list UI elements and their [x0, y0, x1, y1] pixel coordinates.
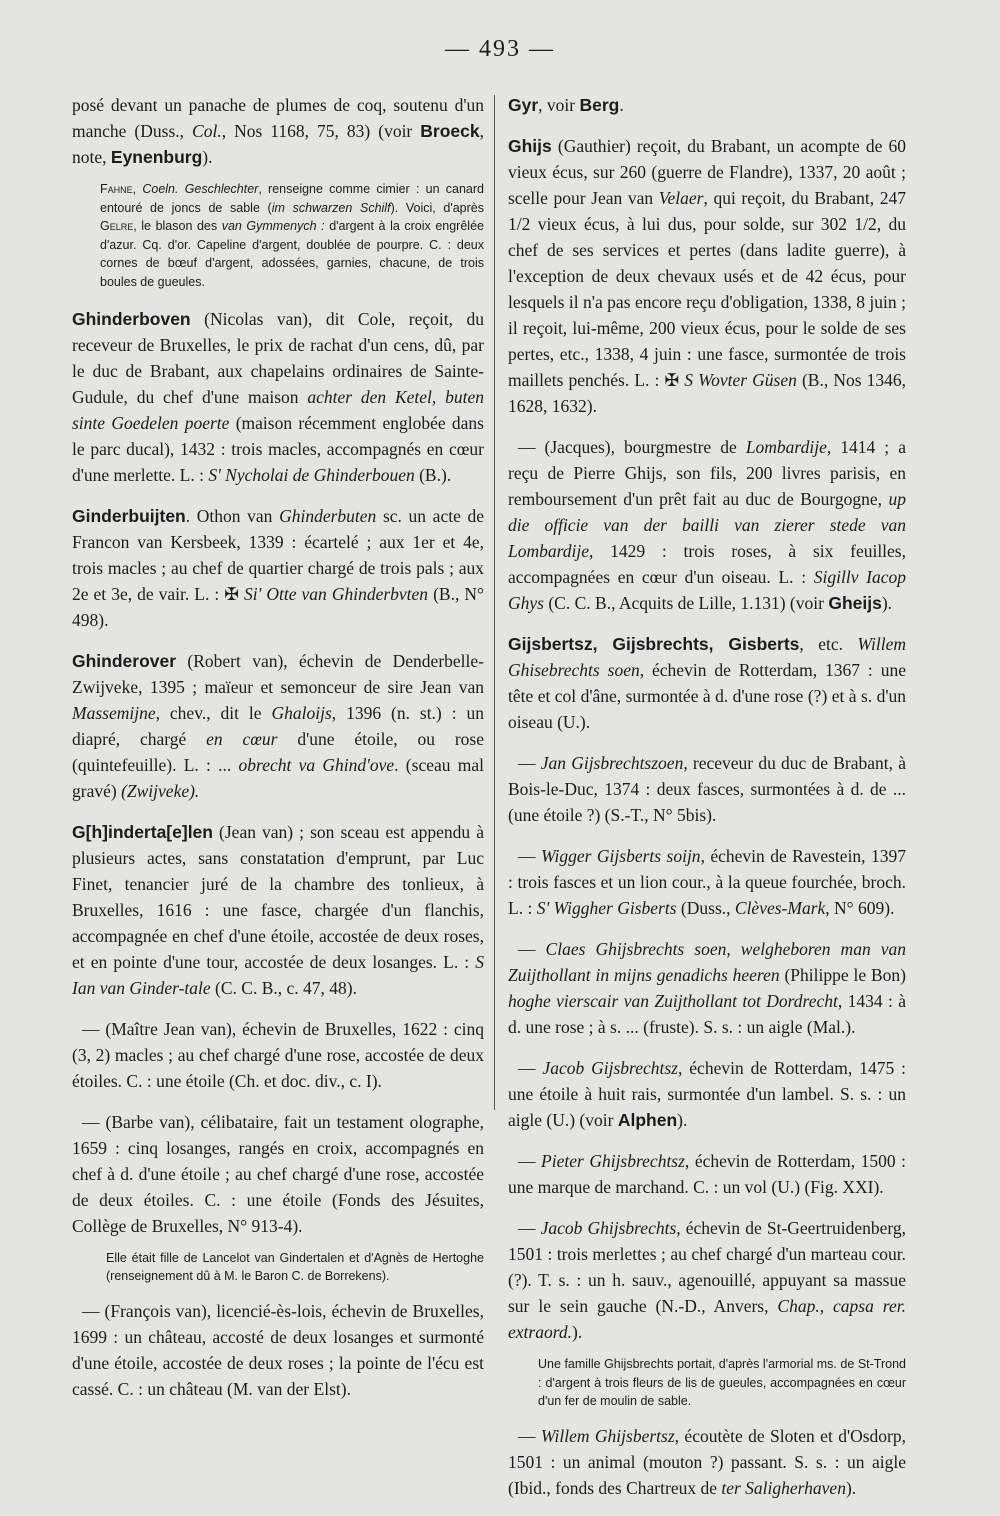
cross-reference: Broeck [420, 121, 480, 141]
entry-gyr: Gyr, voir Berg. [508, 95, 624, 115]
entry-jacob-1501: — Jacob Ghijsbrechts, échevin de St-Geertruidenberg, 1501 : trois merlettes ; au chef chargé d'un marteau cour. (?). T. s. : un h. sauv., agenouillé, appuyant sa massue sur le sein gauche (N.-D., Anvers, Chap., capsa rer. extraord.). [508, 1218, 906, 1342]
entry-heading: Ghijs [508, 136, 552, 156]
footnote: Une famille Ghijsbrechts portait, d'après l'armorial ms. de St-Trond : d'argent à trois fleurs de lis de gueules, accompagnées en cœur d'un fer de moulin de sable. [538, 1357, 906, 1409]
page-number: — 493 — [445, 36, 555, 62]
entry-heading: Ghinderboven [72, 308, 191, 329]
entry-jacob-1475: — Jacob Gijsbrechtsz, échevin de Rotterdam, 1475 : une étoile à huit rais, surmontée d'un lambel. S. s. : un aigle (U.) (voir Alphen). [508, 1058, 906, 1130]
entry-heading: Ginderbuijten [72, 505, 186, 526]
entry-claes: — Claes Ghijsbrechts soen, welgheboren man van Zuijthollant in mijns genadichs heeren (Philippe le Bon) hoghe vierscair van Zuijthollant tot Dordrecht, 1434 : à d. une rose ; à s. ... (fruste). S. s. : un aigle (Mal.). [508, 939, 906, 1037]
entry-maitre-jean: — (Maître Jean van), échevin de Bruxelles, 1622 : cinq (3, 2) macles ; au chef chargé d'une rose, accostée de deux étoiles. C. : une étoile (Ch. et doc. div., c. I). [72, 1018, 484, 1091]
entry-jacques: — (Jacques), bourgmestre de Lombardije, 1414 ; a reçu de Pierre Ghijs, son fils, 200 livres parisis, en remboursement d'un prêt fait au duc de Bourgogne, up die officie van der bailli van zierer stede van Lombardije, 1429 : trois roses, à six feuilles, accompagnées en cœur d'un oiseau. L. : Sigillv Iacop Ghys (C. C. B., Acquits de Lille, 1.131) (voir Gheijs). [508, 437, 906, 613]
column-divider [494, 95, 495, 1110]
entry-ghijs: Ghijs (Gauthier) reçoit, du Brabant, un acompte de 60 vieux écus, sur 260 (guerre de Flandre), 1337, 20 août ; scelle pour Jean van Velaer, qui reçoit, du Brabant, 247 1/2 vieux écus, à lui dus, pour solde, sur 302 1/2, du chef de ses services et pertes (dans ladite guerre), à l'exception de deux chevaux usés et de 42 écus, pour lesquels il n'a pas encore reçu d'obligation, 1338, 8 juin ; il reçoit, lui-même, 200 vieux écus, pour le solde de ses pertes, etc., 1338, 4 juin : une fasce, surmontée de trois maillets penchés. L. : ✠ S Wovter Güsen (B., Nos 1346, 1628, 1632). [508, 136, 906, 416]
entry-heading: Gyr [508, 95, 539, 115]
cross-reference: Eynenburg [110, 147, 203, 167]
entry-heading: G[h]inderta[e]len [72, 821, 213, 842]
entry-jan: — Jan Gijsbrechtszoen, receveur du duc de Brabant, à Bois-le-Duc, 1374 : deux fasces, surmontées à d. de ... (une étoile ?) (S.-T., N° 5bis). [508, 753, 907, 825]
right-column [508, 92, 906, 1516]
entry-pieter: — Pieter Ghijsbrechtsz, échevin de Rotterdam, 1500 : une marque de marchand. C. : un vol (U.) (Fig. XXI). [508, 1151, 906, 1197]
entry-wigger: — Wigger Gijsberts soijn, échevin de Ravestein, 1397 : trois fasces et un lion cour., à la queue fourchée, broch. L. : S' Wiggher Gisberts (Duss., Clèves-Mark, N° 609). [508, 846, 906, 918]
entry-francois: — (François van), licencié-ès-lois, échevin de Bruxelles, 1699 : un château, accosté de deux losanges et surmonté d'une étoile, accostée de deux roses ; la pointe de l'écu est cassé. C. : un château (M. van der Elst). [72, 1300, 484, 1399]
entry-barbe: — (Barbe van), célibataire, fait un testament olographe, 1659 : cinq losanges, rangés en croix, accompagnés en chef à d. d'une étoile ; au chef chargé d'une rose, accostée de deux étoiles. C. : une étoile (Fonds des Jésuites, Collège de Bruxelles, N° 913-4). [72, 1111, 484, 1236]
cross-reference: Alphen [617, 1110, 678, 1130]
entry-ghinderover: Ghinderover (Robert van), échevin de Denderbelle-Zwijveke, 1395 ; maïeur et semonceur de sire Jean van Massemijne, chev., dit le Ghaloijs, 1396 (n. st.) : un diapré, chargé en cœur d'une étoile, ou rose (quintefeuille). L. : ... obrecht va Ghind'ove. (sceau mal gravé) (Zwijveke). [72, 650, 484, 801]
footnote: Fahne, Coeln. Geschlechter, renseigne comme cimier : un canard entouré de joncs de sable (im schwarzen Schilf). Voici, d'après Gelre, le blason des van Gymmenych : d'argent à la croix engrêlée d'azur. Cq. d'or. Capeline d'argent, doublée de pourpre. C. : deux cornes de bœuf d'argent, adossées, garnies, chacune, de trois boules de gueules. [100, 182, 484, 289]
entry-ghindertaelen: G[h]inderta[e]len (Jean van) ; son sceau est appendu à plusieurs actes, sans constatation d'emprunt, par Luc Finet, tenancier juré de la chambre des tonlieux, à Bruxelles, 1616 : une fasce, chargée d'un flanchis, accompagnée en chef d'une étoile, accostée de deux roses, et en pointe d'une tour, accostée de deux losanges. L. : S Ian van Ginder-tale (C. C. B., c. 47, 48). [72, 821, 484, 998]
entry-heading: Gijsbertsz, Gijsbrechts, Gisberts [508, 634, 800, 654]
entry-continuation: posé devant un panache de plumes de coq, soutenu d'un manche (Duss., Col., Nos 1168, 75, 83) (voir Broeck, note, Eynenburg). [72, 95, 484, 167]
entry-ghinderboven: Ghinderboven (Nicolas van), dit Cole, reçoit, du receveur de Bruxelles, le prix de rachat d'un cens, dû, par le duc de Brabant, aux chapelains ordinaires de Sainte-Gudule, du chef d'une maison achter den Ketel, buten sinte Goedelen poerte (maison récemment englobée dans le parc ducal), 1432 : trois macles, accompagnés en cœur d'une merlette. L. : S' Nycholai de Ghinderbouen (B.). [72, 308, 484, 485]
entry-gijsbertsz: Gijsbertsz, Gijsbrechts, Gisberts, etc. Willem Ghisebrechts soen, échevin de Rotterdam, 1367 : une tête et col d'âne, surmontée à d. d'une rose (?) et à s. d'un oiseau (U.). [508, 634, 906, 732]
entry-willem: — Willem Ghijsbertsz, écoutète de Sloten et d'Osdorp, 1501 : un animal (mouton ?) passant. S. s. : un aigle (Ibid., fonds des Chartreux de ter Saligherhaven). [508, 1425, 907, 1498]
footnote: Elle était fille de Lancelot van Gindertalen et d'Agnès de Hertoghe (renseignement dû à M. le Baron C. de Borrekens). [106, 1250, 484, 1284]
cross-reference: Berg [579, 95, 620, 115]
entry-heading: Ghinderover [72, 650, 177, 671]
entry-ginderbuijten: Ginderbuijten. Othon van Ghinderbuten sc. un acte de Francon van Kersbeek, 1339 : écartelé ; aux 1er et 4e, trois macles ; au chef de quartier chargé de trois pals ; aux 2e et 3e, de vair. L. : ✠ Si' Otte van Ghinderbvten (B., N° 498). [72, 505, 484, 630]
cross-reference: Gheijs [828, 593, 882, 613]
left-column [72, 92, 484, 1417]
